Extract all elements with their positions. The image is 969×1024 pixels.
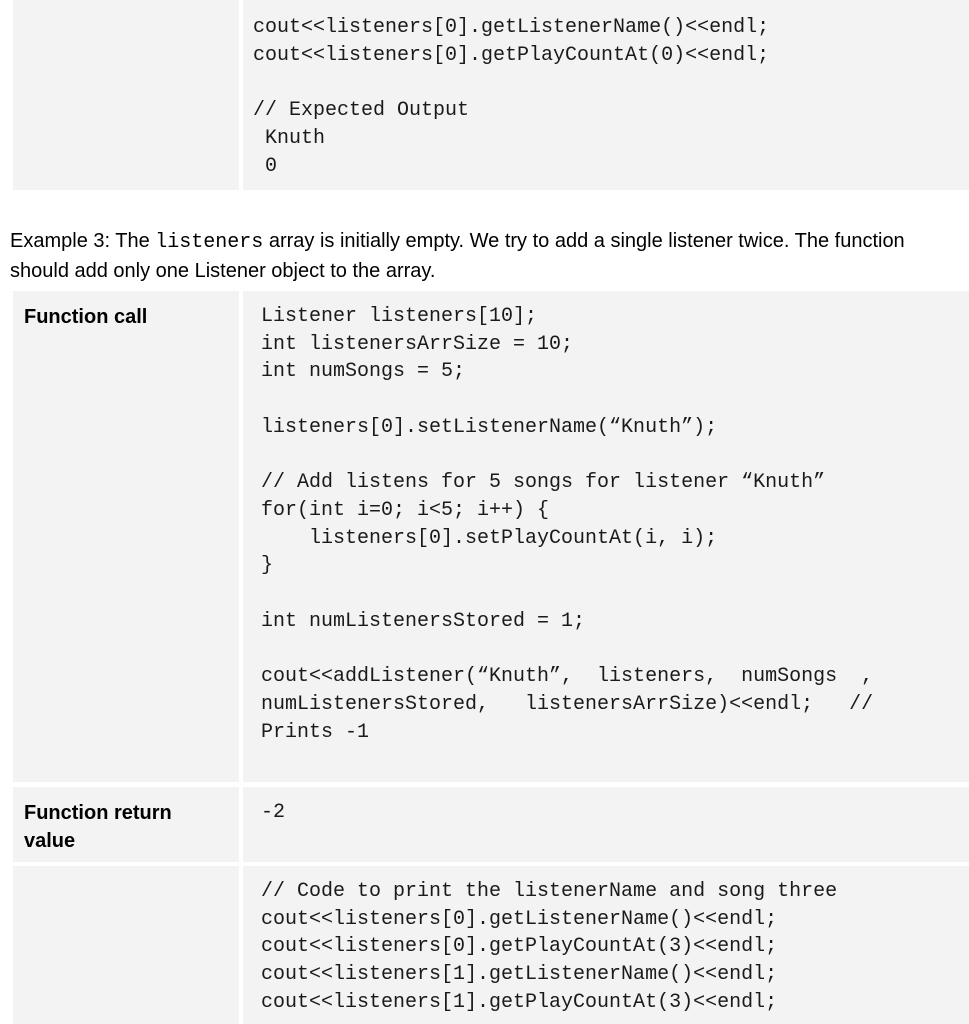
function-call-label: Function call xyxy=(24,306,148,328)
code-line: cout<<listeners[0].getPlayCountAt(3)<<endl; xyxy=(261,935,778,959)
code-line: int numListenersStored = 1; xyxy=(261,609,586,633)
return-label-cell xyxy=(13,787,239,862)
code-line: listeners[0].setListenerName(“Knuth”); xyxy=(261,415,718,439)
return-value-cell xyxy=(243,787,969,862)
code-line: Listener listeners[10]; xyxy=(261,305,538,328)
code-line: cout<<listeners[0].getListenerName()<<endl; xyxy=(261,907,778,931)
return-label: Function return value xyxy=(24,802,172,852)
code-line: numListenersStored, listenersArrSize)<<endl; // xyxy=(261,692,874,716)
example3-description xyxy=(10,227,965,285)
print-left-cell xyxy=(13,866,239,1024)
function-call-label-cell xyxy=(13,291,239,782)
code-line: cout<<listeners[1].getListenerName()<<endl; xyxy=(261,963,778,987)
code-line: cout<<listeners[1].getPlayCountAt(3)<<endl; xyxy=(261,990,778,1014)
code-line: Prints -1 xyxy=(261,720,370,744)
code-line: Knuth xyxy=(253,126,326,150)
code-line: cout<<addListener(“Knuth”, listeners, numSongs , xyxy=(261,665,874,689)
code-line: // Code to print the listenerName and song three xyxy=(261,880,838,903)
print-code-cell xyxy=(243,866,969,1024)
print-code-block xyxy=(261,878,837,1017)
code-line: 0 xyxy=(253,154,278,178)
code-line: for(int i=0; i<5; i++) { xyxy=(261,498,550,522)
function-call-code-cell xyxy=(243,291,969,782)
code-line: } xyxy=(261,554,274,578)
code-line: cout<<listeners[0].getListenerName()<<endl; xyxy=(253,16,770,39)
code-line: int numSongs = 5; xyxy=(261,360,466,384)
example3-intro-suffix: array is initially empty. We try to add a single listener twice. The function should add only one Listener object to the array. xyxy=(10,230,905,282)
example3-intro-code: listeners xyxy=(155,231,264,254)
return-value: -2 xyxy=(261,801,286,824)
top-left-cell xyxy=(13,0,239,190)
code-line: int listenersArrSize = 10; xyxy=(261,332,574,356)
code-line: // Add listens for 5 songs for listener “Knuth” xyxy=(261,471,826,495)
code-line: cout<<listeners[0].getPlayCountAt(0)<<endl; xyxy=(253,43,770,67)
top-code-cell xyxy=(243,0,969,190)
code-line: // Expected Output xyxy=(253,99,470,123)
example3-intro-prefix: Example 3: The xyxy=(10,230,156,252)
function-call-code-block xyxy=(261,303,873,746)
code-line: listeners[0].setPlayCountAt(i, i); xyxy=(261,526,718,550)
top-code-block xyxy=(253,14,769,180)
